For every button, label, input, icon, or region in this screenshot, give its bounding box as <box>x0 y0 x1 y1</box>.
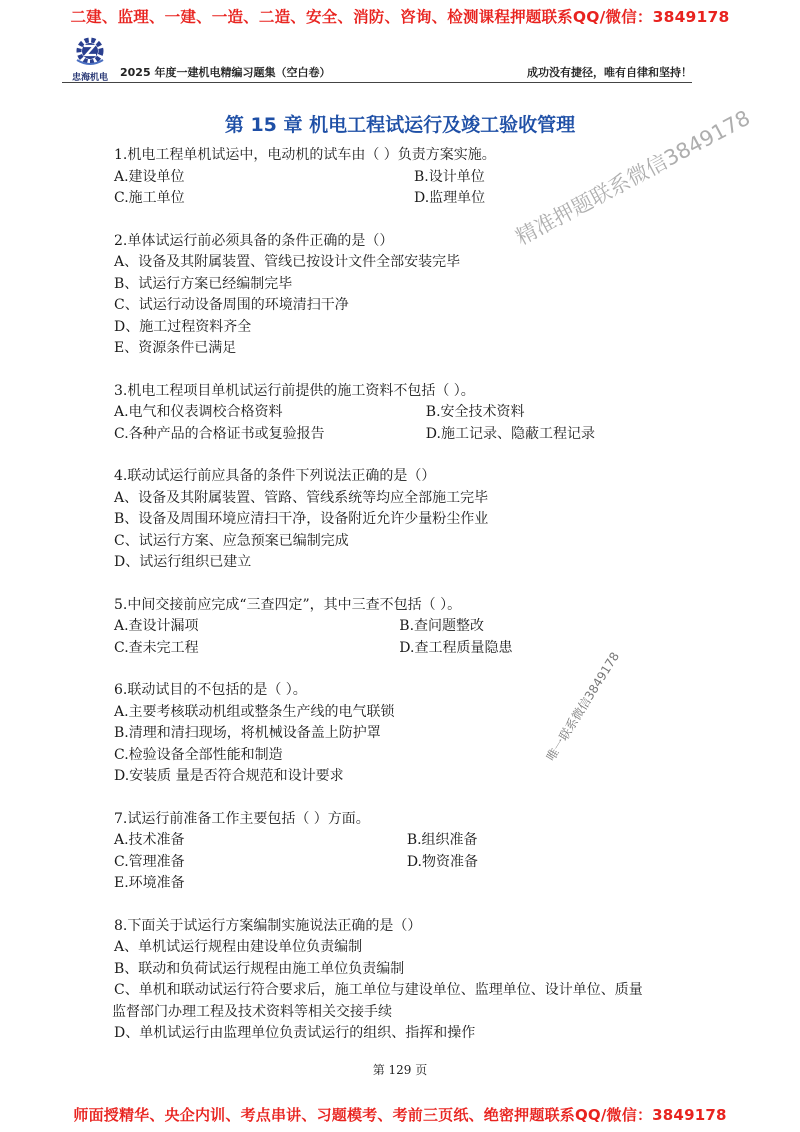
option-b: B、试运行方案已经编制完毕 <box>114 275 293 292</box>
question-stem: 3.机电工程项目单机试运行前提供的施工资料不包括（ ）。 <box>114 382 475 399</box>
option-c: C、单机和联动试运行符合要求后，施工单位与建设单位、监理单位、设计单位、质量 <box>114 982 643 998</box>
gear-logo-icon <box>72 34 108 68</box>
question-stem: 8.下面关于试运行方案编制实施说法正确的是（） <box>114 917 422 934</box>
option-d: D、施工过程资料齐全 <box>114 318 252 335</box>
option-d: D、单机试运行由监理单位负责试运行的组织、指挥和操作 <box>114 1025 476 1041</box>
option-b: B.安全技术资料 <box>425 404 525 420</box>
option-d: D.物资准备 <box>406 853 478 870</box>
option-d: D.查工程质量隐患 <box>399 639 513 656</box>
option-c: C、试运行动设备周围的环境清扫干净 <box>114 297 349 313</box>
question-stem: 4.联动试运行前应具备的条件下列说法正确的是（） <box>114 468 436 484</box>
option-a: A.查设计漏项 <box>114 618 199 634</box>
watermark-contact: 精准押题联系微信3849178 <box>511 105 755 250</box>
option-a: A.电气和仪表调校合格资料 <box>114 404 283 420</box>
question-stem: 2.单体试运行前必须具备的条件正确的是（） <box>114 232 394 249</box>
option-d: D.施工记录、隐蔽工程记录 <box>425 425 595 442</box>
question-stem: 6.联动试目的不包括的是（ ）。 <box>114 682 307 698</box>
option-b: B.清理和清扫现场，将机械设备盖上防护罩 <box>114 725 381 741</box>
option-a: A、设备及其附属装置、管路、管线系统等均应全部施工完毕 <box>114 489 489 506</box>
option-c: C.管理准备 <box>114 853 185 870</box>
option-b: B.组织准备 <box>406 832 478 848</box>
question-2 <box>114 231 714 360</box>
option-a: A、单机试运行规程由建设单位负责编制 <box>114 939 363 955</box>
question-7 <box>114 809 714 895</box>
question-5 <box>114 595 714 660</box>
company-logo <box>62 34 118 84</box>
option-d: D.安装质 量是否符合规范和设计要求 <box>114 768 344 784</box>
option-c: C.施工单位 <box>114 190 185 206</box>
option-c-continued: 监督部门办理工程及技术资料等相关交接手续 <box>112 1003 392 1020</box>
option-b: B.查问题整改 <box>399 618 485 634</box>
logo-text: 忠海机电 <box>71 73 108 83</box>
bottom-contact-banner: 师面授精华、央企内训、考点串讲、习题模考、考前三页纸、绝密押题联系QQ/微信：3849178 <box>73 1106 727 1124</box>
question-list <box>114 145 714 1066</box>
option-c: C.检验设备全部性能和制造 <box>114 746 283 763</box>
header-title: 2025 年度一建机电精编习题集（空白卷） <box>120 66 331 79</box>
option-d: D、试运行组织已建立 <box>114 554 252 570</box>
header-divider <box>62 82 692 83</box>
option-e: E、资源条件已满足 <box>114 340 237 356</box>
question-8 <box>114 916 714 1045</box>
header-slogan: 成功没有捷径，唯有自律和坚持！ <box>527 66 692 79</box>
option-a: A.主要考核联动机组或整条生产线的电气联锁 <box>114 703 395 720</box>
option-a: A.建设单位 <box>114 168 185 185</box>
question-3 <box>114 381 714 446</box>
question-stem: 1.机电工程单机试运中，电动机的试车由（ ）负责方案实施。 <box>114 147 496 163</box>
option-c: C.各种产品的合格证书或复验报告 <box>114 425 325 442</box>
option-c: C.查未完工程 <box>114 639 199 656</box>
page-number: 第 129 页 <box>372 1063 428 1077</box>
question-stem: 5.中间交接前应完成“三查四定”，其中三查不包括（ ）。 <box>114 596 462 613</box>
top-contact-banner: 二建、监理、一建、一造、二造、安全、消防、咨询、检测课程押题联系QQ/微信：3849178 <box>70 8 730 26</box>
option-a: A.技术准备 <box>114 832 185 848</box>
option-b: B、联动和负荷试运行规程由施工单位负责编制 <box>114 960 405 977</box>
question-stem: 7.试运行前准备工作主要包括（ ）方面。 <box>114 810 370 827</box>
option-a: A、设备及其附属装置、管线已按设计文件全部安装完毕 <box>114 254 461 270</box>
question-4 <box>114 466 714 574</box>
option-b: B.设计单位 <box>414 168 485 185</box>
option-b: B、设备及周围环境应清扫干净，设备附近允许少量粉尘作业 <box>114 511 489 527</box>
question-6 <box>114 680 714 788</box>
option-c: C、试运行方案、应急预案已编制完成 <box>114 532 349 549</box>
watermark-contact-small: 唯一联系微信3849178 <box>543 649 623 764</box>
option-d: D.监理单位 <box>414 190 486 206</box>
chapter-title: 第 15 章 机电工程试运行及竣工验收管理 <box>224 114 576 136</box>
page-header <box>62 34 692 84</box>
option-e: E.环境准备 <box>114 875 185 891</box>
